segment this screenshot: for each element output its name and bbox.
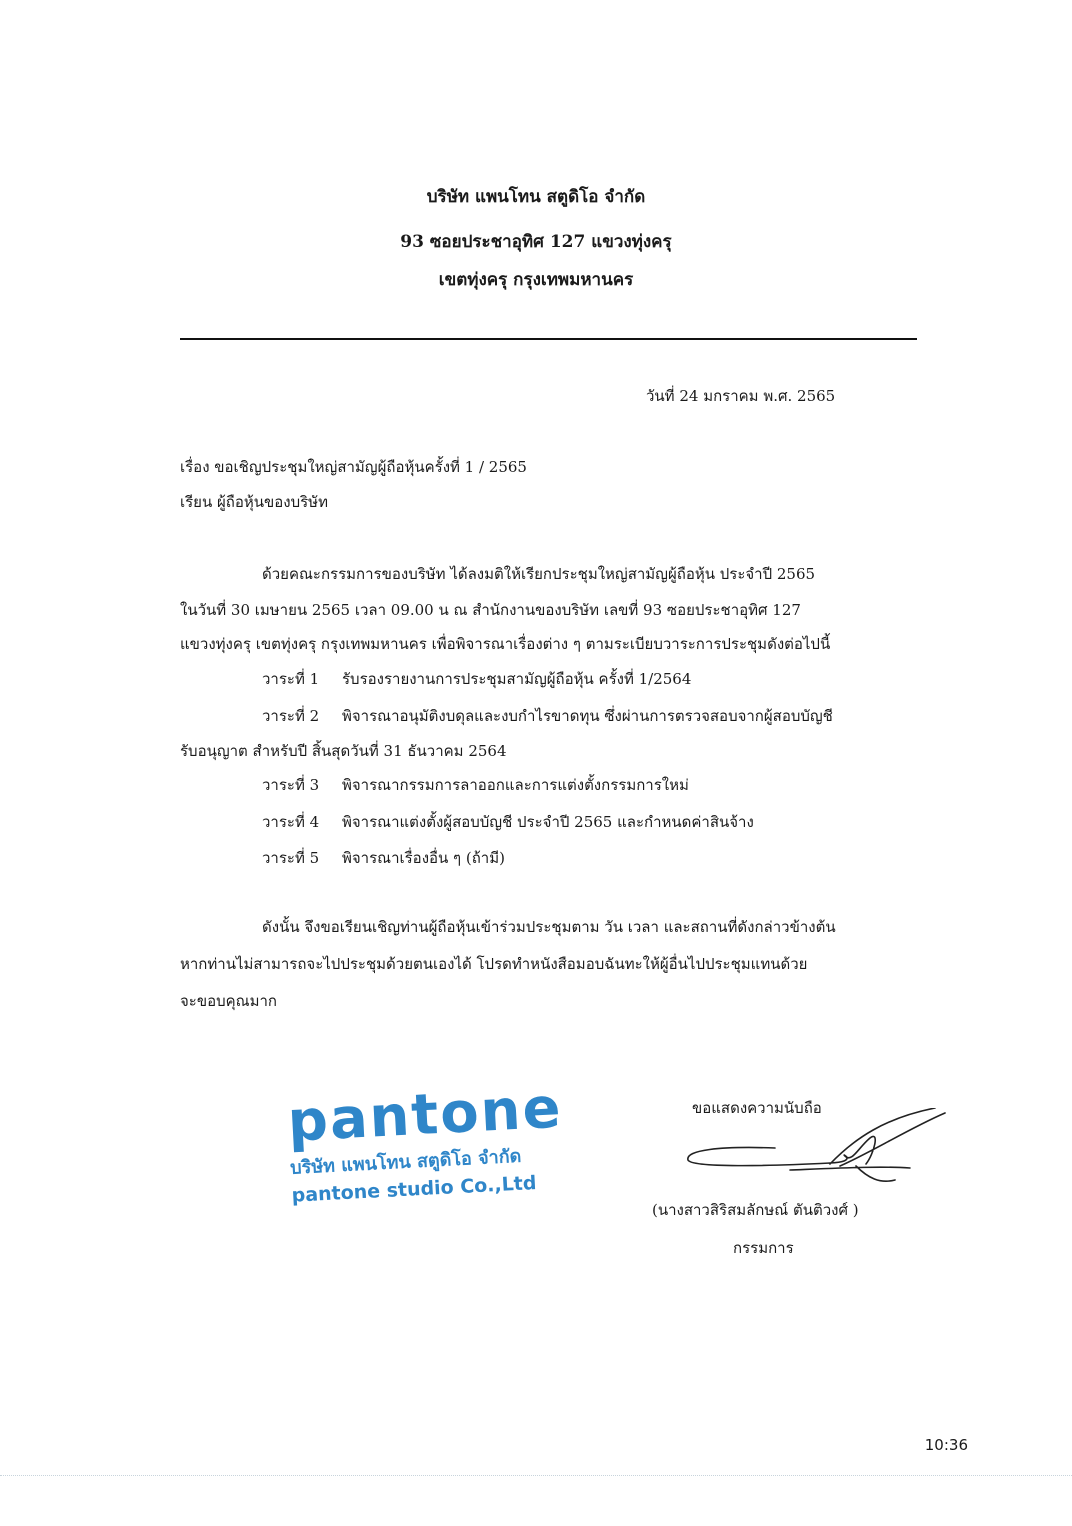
- stamp-english-name: pantone studio Co.,Ltd: [291, 1172, 537, 1207]
- agenda-4-label: วาระที่ 4: [262, 813, 320, 831]
- para2-line1: ดังนั้น จึงขอเรียนเชิญท่านผู้ถือหุ้นเข้าร่วมประชุมตาม วัน เวลา และสถานที่ดังกล่าวข้างต้น: [262, 918, 836, 936]
- agenda-1-label: วาระที่ 1: [262, 670, 320, 688]
- company-address-line2: เขตทุ่งครุ กรุงเทพมหานคร: [438, 270, 634, 290]
- agenda-1-text: รับรองรายงานการประชุมสามัญผู้ถือหุ้น ครั้งที่ 1/2564: [342, 670, 692, 688]
- company-name: บริษัท แพนโทน สตูดิโอ จำกัด: [426, 187, 646, 207]
- para1-line3: แขวงทุ่งครุ เขตทุ่งครุ กรุงเทพมหานคร เพื่อพิจารณาเรื่องต่าง ๆ ตามระเบียบวาระการประชุมดังต่อไปนี้: [180, 635, 831, 653]
- letter-date: วันที่ 24 มกราคม พ.ศ. 2565: [646, 387, 836, 405]
- agenda-5-text: พิจารณาเรื่องอื่น ๆ (ถ้ามี): [342, 849, 505, 867]
- closing-phrase: ขอแสดงความนับถือ: [692, 1099, 822, 1117]
- letter-salutation: เรียน ผู้ถือหุ้นของบริษัท: [180, 493, 328, 511]
- agenda-4-text: พิจารณาแต่งตั้งผู้สอบบัญชี ประจำปี 2565 และกำหนดค่าสินจ้าง: [342, 813, 754, 831]
- signature: [680, 1108, 950, 1200]
- agenda-2-continuation: รับอนุญาต สำหรับปี สิ้นสุดวันที่ 31 ธันวาคม 2564: [180, 742, 507, 760]
- letter-subject: เรื่อง ขอเชิญประชุมใหญ่สามัญผู้ถือหุ้นครั้งที่ 1 / 2565: [180, 458, 527, 476]
- agenda-2-text: พิจารณาอนุมัติงบดุลและงบกำไรขาดทุน ซึ่งผ่านการตรวจสอบจากผู้สอบบัญชี: [342, 707, 833, 725]
- company-stamp: [286, 1077, 593, 1242]
- agenda-3-text: พิจารณากรรมการลาออกและการแต่งตั้งกรรมการใหม่: [342, 776, 689, 794]
- para1-line1: ด้วยคณะกรรมการของบริษัท ได้ลงมติให้เรียกประชุมใหญ่สามัญผู้ถือหุ้น ประจำปี 2565: [262, 565, 816, 583]
- page-bottom-rule: [0, 1475, 1072, 1476]
- timestamp: 10:36: [924, 1436, 968, 1454]
- stamp-thai-name: บริษัท แพนโทน สตูดิโอ จำกัด: [289, 1145, 522, 1179]
- para2-line2: หากท่านไม่สามารถจะไปประชุมด้วยตนเองได้ โปรดทำหนังสือมอบฉันทะให้ผู้อื่นไปประชุมแทนด้วย: [180, 955, 808, 973]
- agenda-2-label: วาระที่ 2: [262, 707, 320, 725]
- agenda-3-label: วาระที่ 3: [262, 776, 320, 794]
- para1-line2: ในวันที่ 30 เมษายน 2565 เวลา 09.00 น ณ สำนักงานของบริษัท เลขที่ 93 ซอยประชาอุทิศ 127: [180, 601, 801, 619]
- stamp-logo-text: pantone: [286, 1075, 564, 1155]
- para2-line3: จะขอบคุณมาก: [180, 992, 277, 1010]
- company-address-line1: 93 ซอยประชาอุทิศ 127 แขวงทุ่งครุ: [400, 232, 672, 252]
- signer-name: (นางสาวสิริสมลักษณ์ ตันติวงศ์ ): [652, 1201, 859, 1219]
- signer-title: กรรมการ: [733, 1239, 794, 1257]
- header-divider: [180, 338, 917, 340]
- agenda-5-label: วาระที่ 5: [262, 849, 320, 867]
